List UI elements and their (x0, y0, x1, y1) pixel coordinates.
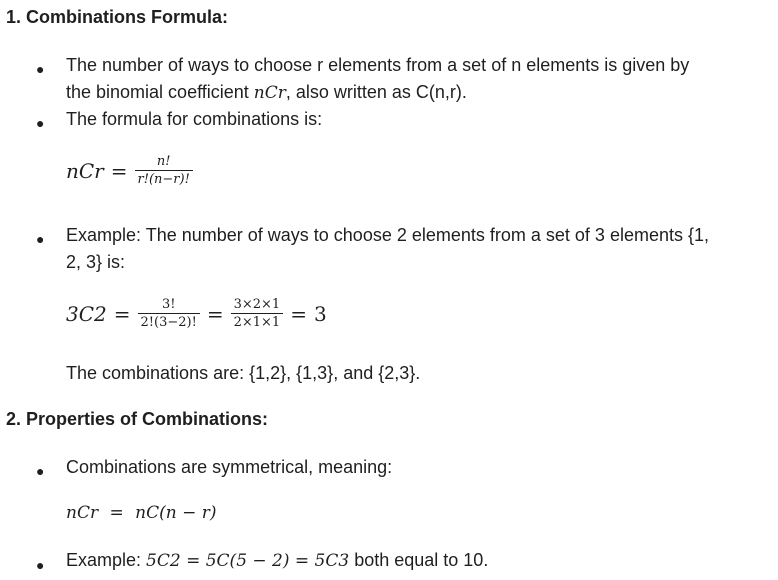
example-lhs: 3C2 (66, 301, 107, 326)
section-2-heading: 2. Properties of Combinations: (6, 409, 269, 429)
bullet-marker: ● (36, 231, 45, 247)
binomial-math: nCr (253, 83, 286, 103)
bullet-marker: ● (36, 463, 45, 479)
bullet-1-line-2-pre: the binomial coefficient (66, 82, 254, 102)
symmetry-example-text (66, 547, 488, 574)
symmetry-equals: = (109, 503, 124, 523)
symmetry-rhs: nC(n − r) (135, 503, 217, 523)
bullet-marker: ● (36, 115, 45, 131)
symmetry-example-math: 5C2 = 5C(5 − 2) = 5C3 (146, 551, 350, 571)
bullet-marker: ● (36, 61, 45, 77)
example-denominator-2: 2×1×1 (233, 315, 281, 330)
formula-numerator: n! (156, 154, 171, 169)
bullet-1-line-1: The number of ways to choose r elements from a set of n elements is given by (66, 55, 690, 75)
example-numerator-2: 3×2×1 (233, 297, 281, 312)
symmetry-bullet-text: Combinations are symmetrical, meaning: (66, 457, 393, 477)
bullet-1-line-2-post: , also written as C(n,r). (285, 82, 467, 102)
symmetry-example-post: both equal to 10. (349, 550, 489, 570)
section-1-heading: 1. Combinations Formula: (6, 7, 229, 27)
example-fraction-2 (231, 296, 284, 331)
symmetry-example-pre: Example: (66, 550, 147, 570)
bullet-1-line-2 (66, 79, 467, 106)
example-denominator-1: 2!(3−2)! (140, 315, 197, 330)
formula-fraction (135, 153, 193, 188)
formula-equals: = (110, 158, 128, 183)
bullet-3-line-2: 2, 3} is: (66, 252, 126, 272)
combinations-list-text: The combinations are: {1,2}, {1,3}, and {2,3}. (66, 363, 421, 383)
example-fraction-1 (138, 296, 200, 331)
combination-formula (66, 153, 193, 188)
symmetry-lhs: nCr (66, 503, 99, 523)
formula-lhs: nCr (66, 158, 104, 183)
example-numerator-1: 3! (161, 297, 176, 312)
formula-denominator: r!(n−r)! (137, 172, 190, 187)
example-equals-1: = (113, 301, 131, 326)
example-equals-3: = (290, 301, 307, 326)
example-equals-2: = (206, 301, 224, 326)
bullet-2-text: The formula for combinations is: (66, 109, 323, 129)
example-formula (66, 296, 327, 331)
example-result: 3 (313, 301, 327, 326)
symmetry-formula (66, 503, 217, 523)
bullet-3-line-1: Example: The number of ways to choose 2 elements from a set of 3 elements {1, (66, 225, 709, 245)
bullet-marker: ● (36, 557, 45, 573)
